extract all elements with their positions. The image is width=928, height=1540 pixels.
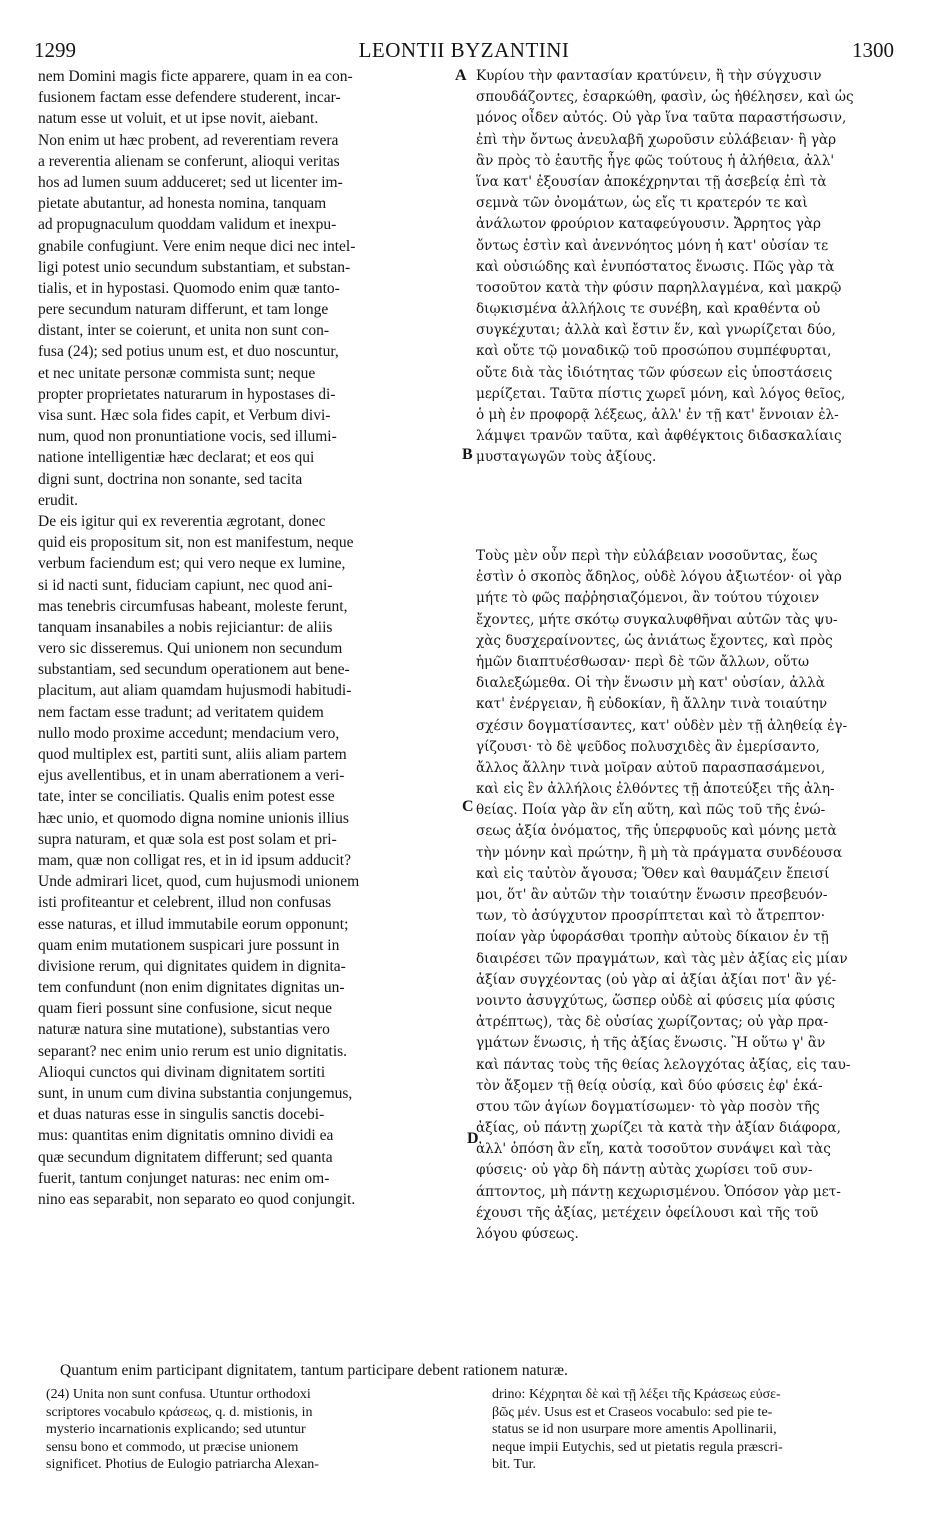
latin-text-line: naturæ natura sine mutatione), substantias vero (38, 1021, 330, 1039)
latin-text-line: visa sunt. Hæc sola fides capit, et Verbum divi- (38, 407, 331, 424)
greek-text-line: διαιρέσει τῶν πραγμάτων, καὶ τὰς μὲν ἀξίας εἰς μίαν (476, 950, 848, 967)
greek-text-line: ὁ μὴ ἐν προφορᾷ λέξεως, ἀλλ' ἐν τῇ κατ' ἔννοιαν ἐλ- (476, 407, 839, 423)
greek-text-line: ἀξίαν συγχέοντας (οὐ γὰρ αἱ ἀξίαι ἀξίαι ποτ' ἂν γέ- (476, 971, 837, 988)
latin-text-line: nem factam esse tradunt; ad veritatem quidem (38, 703, 324, 721)
greek-text-line: ἀλλ' ὁπόση ἂν εἴη, κατὰ τοσοῦτον συνάψει καὶ τὰς (476, 1141, 831, 1158)
greek-text-line: των, τὸ ἀσύγχυτον προσρίπτεται καὶ τὸ ἄτρεπτον· (476, 908, 826, 925)
latin-text-line: nullo modo proxime accedunt; mendacium vero, (38, 724, 340, 742)
latin-text-line: Alioqui cunctos qui divinam dignitatem sortiti (38, 1063, 326, 1081)
latin-text-line: fusionem factam esse defendere studerent, incar- (38, 89, 341, 107)
left-page-number: 1299 (34, 38, 76, 62)
greek-text-line: φύσεις· οὐ γὰρ δὴ πάντῃ αὐτὰς χωρίσει τοῦ συν- (476, 1162, 813, 1179)
greek-text-line: μοι, ὅτ' ἂν αὐτῶν τὴν τοιαύτην ἕνωσιν πρεσβευόν- (476, 887, 828, 903)
latin-text-line: tem confundunt (non enim dignitates dignitas un- (38, 979, 345, 997)
greek-text-line: ἂν πρὸς τὸ ἑαυτῆς ἦγε φῶς τούτους ἡ ἀλήθεια, ἀλλ' (476, 152, 835, 169)
running-title: LEONTII BYZANTINI (358, 38, 570, 62)
section-marker-d: D (467, 1130, 479, 1147)
greek-text-line: ἐπὶ τὴν ὄντως ἀνευλαβῆ χωροῦσιν εὐλάβειαν· ἢ γὰρ (476, 131, 837, 148)
latin-text-line: tanquam insanabiles a nobis rejiciantur: de aliis (38, 618, 333, 636)
greek-text-line: ἔχοντες, μήτε σκότῳ συγκαλυφθῆναι αὐτῶν τὰς ψυ- (476, 611, 838, 628)
latin-text-line: esse naturas, et illud immutabile eorum opponunt; (38, 915, 349, 933)
latin-text-line: gnabile confugiunt. Vere enim neque dici nec intel- (38, 237, 356, 255)
greek-text-line: λόγου φύσεως. (476, 1226, 579, 1242)
latin-text-line: Unde admirari licet, quod, cum hujusmodi unionem (38, 873, 360, 891)
footnote-line: status se id non usurpare more amentis Apollinarii, (492, 1422, 777, 1437)
footnote-line: βῶς μέν. Usus est et Craseos vocabulo: sed pie te- (492, 1404, 773, 1420)
latin-text-line: mas tenebris circumfusas habeant, moleste ferunt, (38, 597, 348, 615)
greek-text-line: ποίαν γὰρ ὑφοράσθαι τροπὴν αὐτοὺς δίκαιον ἐν τῇ (476, 929, 829, 946)
latin-text-line: substantiam, sed secundum operationem aut bene- (38, 661, 350, 679)
latin-text-line: sunt, in unum cum divina substantia conjungemus, (38, 1085, 353, 1102)
right-page-number: 1300 (852, 38, 894, 62)
latin-text-line: nem Domini magis ficte apparere, quam in ea con- (38, 68, 353, 85)
greek-text-line: καὶ οὔτε τῷ μοναδικῷ τοῦ προσώπου συμπέφυρται, (476, 343, 832, 360)
latin-text-line: si id nacti sunt, fiduciam capiunt, nec quod ani- (38, 576, 333, 594)
latin-text-line: pere secundum naturam differunt, et tam longe (38, 301, 329, 319)
latin-text-line: quid eis propositum sit, non est manifestum, neque (38, 534, 354, 552)
latin-text-line: natum esse ut voluit, et ut ipse novit, aiebant. (38, 110, 319, 128)
greek-text-line: στου τῶν ἁγίων δογματίσωμεν· τὸ γὰρ ποσὸν τῆς (476, 1098, 820, 1115)
latin-text-line: fusa (24); sed potius unum est, et duo noscuntur, (38, 343, 339, 361)
latin-text-line: quæ secundum dignitatem differunt; sed quanta (38, 1148, 333, 1166)
latin-text-line: nino eas separabit, non separato eo quod conjungit. (38, 1190, 356, 1208)
greek-text-line: σπουδάζοντες, ἐσαρκώθη, φασὶν, ὡς ἠθέλησεν, καὶ ὡς (476, 89, 854, 106)
greek-text-line: οὔτε διὰ τὰς ἰδιότητας τῶν φύσεων εἰς ὑποστάσεις (476, 364, 833, 381)
latin-text-line: separant? nec enim unio rerum est unio dignitatis. (38, 1042, 348, 1060)
greek-text-line: έχουσι τῆς ἀξίας, μετέχειν ὀφείλουσι καὶ τῆς τοῦ (476, 1204, 819, 1221)
footnote-line: neque impii Eutychis, sed ut pietatis regula præscri- (492, 1439, 783, 1455)
latin-text-line: quam fieri possunt sine confusione, sicut neque (38, 1000, 333, 1018)
latin-text-line: quod multiplex est, partiti sunt, aliis aliam partem (38, 746, 347, 763)
greek-text-line: διαλεξώμεθα. Οἱ τὴν ἕνωσιν μὴ κατ' οὐσίαν, ἀλλὰ (476, 675, 825, 692)
latin-text-line: hæc unio, et quomodo digna nomine unionis illius (38, 809, 349, 827)
latin-text-line: ejus avellentibus, et in unam aberrationem a veri- (38, 767, 345, 785)
latin-text-line: mus: quantitas enim dignitatis omnino dividi ea (38, 1127, 334, 1145)
greek-text-line: κατ' ἐνέργειαν, ἢ εὐδοκίαν, ἢ ἄλλην τινὰ τοιαύτην (476, 696, 828, 713)
latin-text-line: placitum, aut aliam quamdam hujusmodi habitudi- (38, 682, 352, 700)
greek-text-line: γμάτων ἕνωσις, ἡ τῆς ἀξίας ἕνωσις. Ἢ οὕτω γ' ἂν (476, 1035, 826, 1052)
latin-text-line: isti profiteantur et celebrent, illud non confusas (38, 894, 332, 912)
latin-text-line: fuerit, tantum conjunget naturas: nec enim om- (38, 1169, 330, 1187)
latin-text-line: De eis igitur qui ex reverentia ægrotant, donec (38, 512, 326, 530)
latin-text-line: ligi potest unio secundum substantiam, et substan- (38, 258, 351, 276)
footnote-line: mysterio incarnationis explicando; sed utuntur (46, 1422, 306, 1437)
latin-text-line: quam enim mutationem suspicari jure possunt in (38, 936, 340, 954)
greek-text-line: ἡμῶν διαπτυέσθωσαν· περὶ δὲ τῶν ἄλλων, οὕτω (476, 653, 810, 670)
greek-text-line: λάμψει τρανῶν ταῦτα, καὶ ἀφθέγκτοις διδασκαλίαις (476, 428, 842, 445)
greek-text-line: Κυρίου τὴν φαντασίαν κρατύνειν, ἢ τὴν σύγχυσιν (476, 68, 822, 84)
greek-text-line: ἐστὶν ὁ σκοπὸς ἄδηλος, οὐδὲ λόγου ἀξιωτέον· οἱ γὰρ (476, 569, 842, 586)
latin-column (38, 66, 458, 1210)
latin-text-line: pietate abutantur, ad honesta nomina, tanquam (38, 195, 327, 213)
greek-text-line: χὰς δυσχεραίνοντες, ὡς ἀνιάτως ἔχοντες, καὶ πρὸς (476, 632, 833, 649)
latin-text-line: mam, quæ non colligat res, et in id ipsum adducit? (38, 851, 351, 869)
greek-text-line: ἀξίας, οὐ πάντῃ χωρίζει τὰ κατὰ τὴν ἀξίαν διάφορα, (476, 1120, 841, 1137)
section-marker-c: C (462, 798, 474, 815)
greek-text-line: ἀνάλωτον φρούριον καταφεύγουσιν. Ἄρρητος γὰρ (476, 216, 821, 233)
greek-text-line: γίζουσι· τὸ δὲ ψεῦδος πολυσχιδὲς ἂν ἐμερίσαντο, (476, 738, 820, 755)
latin-text-line: divisione rerum, qui dignitates quidem in dignita- (38, 957, 346, 975)
greek-text-line: σεμνὰ τῶν ὀνομάτων, ὡς εἴς τι κρατερόν τε καὶ (476, 195, 808, 212)
greek-text-line: μήτε τὸ φῶς παῤῥησιαζόμενοι, ἂν τούτου τύχοιεν (476, 590, 820, 607)
footnote-line: (24) Unita non sunt confusa. Utuntur orthodoxi (46, 1387, 311, 1402)
greek-text-line: σχέσιν δογματίσαντες, κατ' οὐδὲν μὲν τῇ ἀληθείᾳ ἐγ- (476, 717, 848, 734)
latin-text-line: et duas naturas esse in singulis sanctis docebi- (38, 1106, 325, 1124)
latin-text-line: a reverentia alienam se conferunt, alioqui veritas (38, 152, 340, 170)
greek-text-line: συγκέχυται; ἀλλὰ καὶ ἔστιν ἕν, καὶ γνωρίζεται δύο, (476, 322, 836, 339)
latin-text-line: tialis, et in hypostasi. Quomodo enim quæ tanto- (38, 279, 340, 297)
greek-text-line: ἀτρέπτως), τὰς δὲ οὐσίας χωρίζοντας; οὐ γὰρ πρα- (476, 1014, 829, 1031)
latin-text-line: num, quod non pronuntiatione vocis, sed illumi- (38, 428, 337, 446)
latin-text-line: supra naturam, et quæ sola est post solam et pri- (38, 830, 337, 848)
greek-text-line: διῳκισμένα ἀλλήλοις τε συνέβη, καὶ κραθέντα οὐ (476, 301, 821, 318)
greek-text-line: καὶ πάντας τοὺς τῆς θείας λελογχότας ἀξίας, εἰς ταυ- (476, 1056, 851, 1073)
latin-text-line: natione intelligentiæ hæc declarat; et eos qui (38, 449, 315, 467)
greek-text-line: καὶ εἰς ἓν ἀλλήλοις ἐλθόντες τῇ ἀποτεύξει τῆς ἀλη- (476, 781, 835, 798)
section-marker-b: B (462, 446, 473, 463)
latin-text-line: distant, inter se coierunt, et unita non sunt con- (38, 322, 329, 340)
greek-text-line: ἵνα κατ' ἐξουσίαν ἀποκέχρηνται τῇ ἀσεβείᾳ ἐπὶ τὰ (476, 173, 827, 190)
latin-text-line: Non enim ut hæc probent, ad reverentiam revera (38, 131, 339, 149)
greek-text-line: τὴν μόνην καὶ πρώτην, ἢ μὴ τὰ πράγματα συνδέουσα (476, 844, 843, 861)
footnote-line: significet. Photius de Eulogio patriarcha Alexan- (46, 1457, 319, 1472)
latin-text-line: ad propugnaculum quoddam validum et inexpu- (38, 216, 337, 234)
footnote-right (492, 1386, 902, 1474)
greek-text-line: καὶ εἰς ταὐτὸν ἄγουσα; Ὅθεν καὶ θαυμάζειν ἔπεισί (476, 865, 830, 882)
greek-text-line: μόνος οἶδεν αὐτός. Οὐ γὰρ ἵνα ταῦτα παραστήσωσιν, (476, 110, 847, 127)
footnote-line: drino: Κέχρηται δὲ καὶ τῇ λέξει τῆς Κράσεως εὐσε- (492, 1387, 781, 1402)
full-width-closing-line: Quantum enim participant dignitatem, tantum participare debent rationem naturæ. (60, 1362, 568, 1379)
greek-text-line: θείας. Ποία γὰρ ἂν εἴη αὕτη, καὶ πῶς τοῦ τῆς ἑνώ- (476, 802, 826, 819)
footnote-line: scriptores vocabulo κράσεως, q. d. mistionis, in (46, 1404, 313, 1420)
latin-text-line: hos ad lumen suum adduceret; sed ut licenter im- (38, 173, 343, 191)
greek-text-line: μερίζεται. Ταῦτα πίστις χωρεῖ μόνη, καὶ λόγος θεῖος, (476, 385, 846, 402)
greek-text-line: ἄλλος ἄλλην τινὰ μοῖραν αὐτοῦ παρασπασάμενοι, (476, 759, 826, 776)
latin-text-line: vero sic disseremus. Qui unionem non secundum (38, 640, 343, 658)
greek-text-line: μυσταγωγῶν τοὺς ἀξίους. (476, 449, 657, 466)
greek-text-line: νοιντο ἀσυγχύτως, ὥσπερ οὐδὲ αἱ φύσεις μία φύσις (476, 992, 836, 1009)
greek-text-line: άπτοντος, μὴ πάντῃ κεχωρισμένου. Ὁπόσον γὰρ μετ- (476, 1183, 841, 1200)
section-marker-a: A (455, 67, 467, 84)
latin-text-line: digni sunt, doctrina non sonante, sed tacita (38, 470, 303, 488)
greek-text-line: τὸν ἄξομεν τῇ θείᾳ οὐσίᾳ, καὶ δύο φύσεις ἐφ' ἑκά- (476, 1077, 823, 1094)
latin-text-line: et nec unitate personæ commista sunt; neque (38, 364, 316, 382)
greek-column-upper (476, 66, 896, 469)
greek-text-line: ὄντως ἐστὶν καὶ ἀνεννόητος μόνη ἡ κατ' οὐσίαν τε (476, 237, 829, 254)
greek-text-line: τοσοῦτον κατὰ τὴν φύσιν παρηλλαγμένα, καὶ μακρῷ (476, 279, 842, 296)
greek-text-line: καὶ οὐσιώδης καὶ ἐνυπόστατος ἕνωσις. Πῶς γὰρ τὰ (476, 258, 835, 275)
footnote-left (46, 1386, 476, 1474)
footnote-line: sensu bono et commodo, ut præcise unionem (46, 1439, 299, 1455)
running-header (34, 38, 894, 64)
latin-text-line: verbum faciendum est; qui vero neque ex lumine, (38, 555, 346, 573)
greek-column-lower (476, 546, 896, 1245)
footnote-line: bit. Tur. (492, 1457, 536, 1472)
latin-text-line: propter proprietates naturarum in hypostases di- (38, 385, 336, 403)
greek-text-line: Τοὺς μὲν οὖν περὶ τὴν εὐλάβειαν νοσοῦντας, ἕως (476, 548, 818, 564)
latin-text-line: tate, inter se conciliatis. Qualis enim potest esse (38, 788, 335, 806)
greek-text-line: σεως ἀξία ὀνόματος, τῆς ὑπερφυοῦς καὶ μόνης μετὰ (476, 823, 837, 840)
latin-text-line: erudit. (38, 491, 79, 509)
